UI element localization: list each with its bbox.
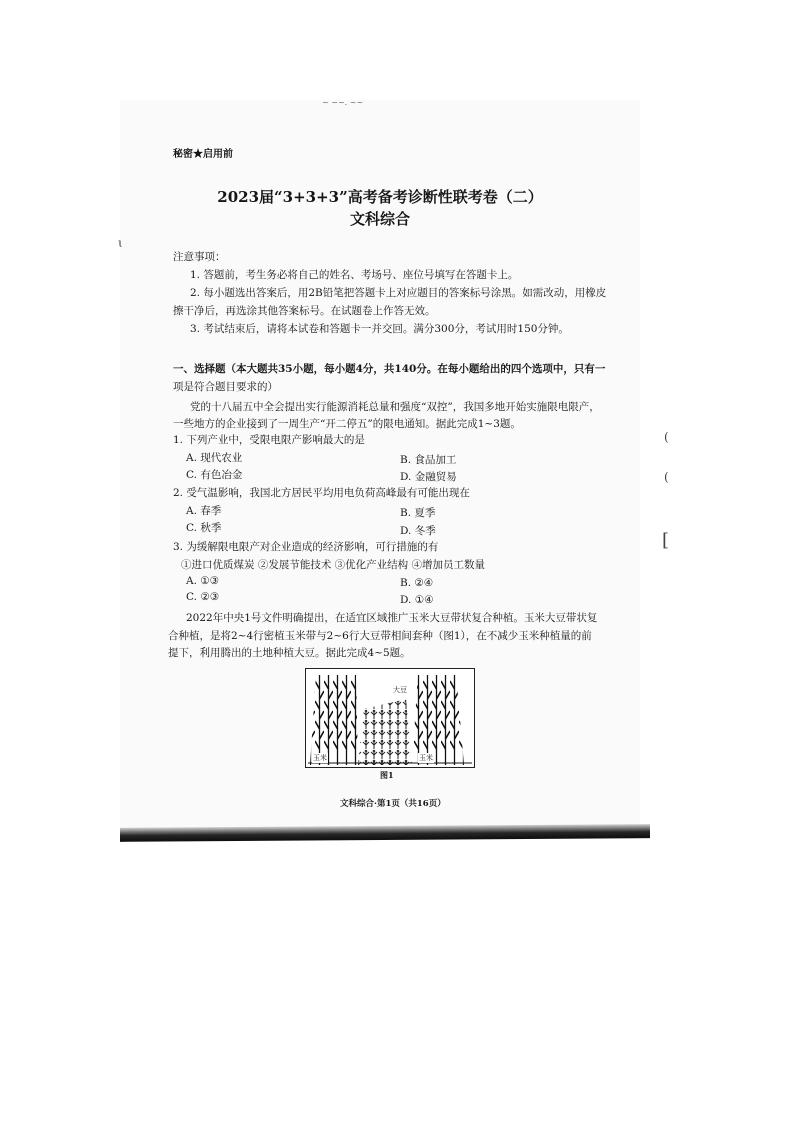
figure-1-intercropping: [305, 668, 475, 768]
corn-strip-left: [310, 673, 358, 765]
q3-option-b: B. ②④: [400, 577, 434, 589]
corn-label-left: 玉米: [313, 754, 327, 762]
q3-option-c: C. ②③: [186, 591, 220, 603]
right-edge-mark: [: [662, 530, 670, 551]
soybean-strip: [358, 699, 412, 765]
q1-option-c: C. 有色冶金: [186, 469, 243, 481]
left-edge-mark: ɩ: [118, 236, 123, 250]
passage-line: 2022年中央1号文件明确提出，在适宜区域推广玉米大豆带状复合种植。玉米大豆带状复: [186, 612, 598, 624]
q3-option-a: A. ①③: [186, 575, 220, 587]
secrecy-label: 秘密★启用前: [173, 149, 233, 160]
passage-line: 党的十八届五中全会提出实行能源消耗总量和强度“双控”，我国多地开始实施限电限产，: [190, 401, 600, 413]
top-scrap-text: ~ ~~. ~~: [322, 98, 364, 107]
q1-option-a: A. 现代农业: [186, 452, 243, 464]
corn-label-right: 玉米: [419, 754, 433, 762]
passage-line: 提下，利用腾出的土地种植大豆。据此完成4~5题。: [168, 647, 411, 659]
q1-option-b: B. 食品加工: [400, 454, 457, 466]
right-edge-mark: (: [664, 430, 669, 444]
intercropping-illustration: [306, 669, 474, 767]
exam-subtitle: 文科综合: [349, 210, 410, 228]
section-heading: 一、选择题（本大题共35小题，每小题4分，共140分。在每小题给出的四个选项中，只有一: [173, 363, 606, 375]
corn-strip-right: [412, 673, 464, 765]
page-footer: 文科综合·第1页（共16页）: [340, 799, 446, 809]
passage-line: 合种植，是将2~4行密植玉米带与2~6行大豆带相间套种（图1），在不减少玉米种植量的前: [168, 630, 592, 642]
note-item: 2. 每小题选出答案后，用2B铅笔把答题卡上对应题目的答案标号涂黑。如需改动，用橡皮: [190, 287, 607, 299]
sheet-shadow-edge: [120, 824, 650, 842]
passage-line: 一些地方的企业接到了一周生产“开二停五”的限电通知。据此完成1~3题。: [173, 418, 521, 430]
notes-heading: 注意事项：: [173, 251, 226, 263]
q1-option-d: D. 金融贸易: [400, 471, 457, 483]
q2-option-c: C. 秋季: [186, 522, 222, 534]
question-3-stem: 3. 为缓解限电限产对企业造成的经济影响，可行措施的有: [173, 541, 439, 553]
question-1-stem: 1. 下列产业中，受限电限产影响最大的是: [173, 434, 365, 446]
figure-caption: 图1: [380, 770, 394, 780]
q2-option-d: D. 冬季: [400, 525, 436, 537]
note-item: 3. 考试结束后，请将本试卷和答题卡一并交回。满分300分，考试用时150分钟。: [190, 323, 569, 335]
soybean-label: 大豆: [393, 686, 407, 694]
question-2-stem: 2. 受气温影响，我国北方居民平均用电负荷高峰最有可能出现在: [173, 487, 470, 499]
q2-option-b: B. 夏季: [400, 507, 436, 519]
section-heading-cont: 项是符合题目要求的）: [173, 381, 278, 393]
note-item: 1. 答题前，考生务必将自己的姓名、考场号、座位号填写在答题卡上。: [190, 269, 519, 281]
q2-option-a: A. 春季: [186, 505, 222, 517]
note-item: 擦干净后，再选涂其他答案标号。在试题卷上作答无效。: [173, 305, 436, 317]
right-edge-mark: (: [664, 470, 669, 484]
q3-option-d: D. ①④: [400, 594, 434, 606]
exam-title: 2023届“3+3+3”高考备考诊断性联考卷（二）: [217, 188, 543, 206]
q3-measures: ①进口优质煤炭 ②发展节能技术 ③优化产业结构 ④增加员工数量: [181, 559, 486, 571]
